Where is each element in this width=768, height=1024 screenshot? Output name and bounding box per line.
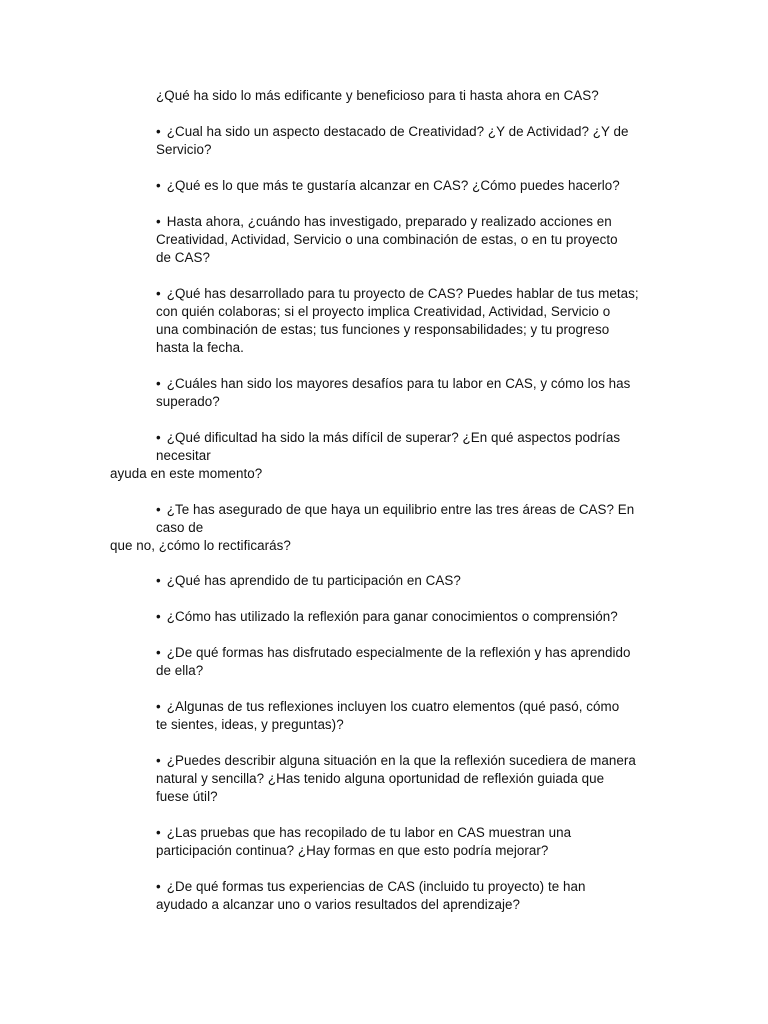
list-item: • ¿Qué dificultad ha sido la más difícil de superar? ¿En qué aspectos podrías — [156, 430, 621, 445]
bullet-icon: • — [156, 178, 161, 193]
list-item-continuation: una combinación de estas; tus funciones y responsabilidades; y tu progreso — [156, 322, 610, 337]
list-item-continuation: Creatividad, Actividad, Servicio o una combinación de estas, o en tu proyecto — [156, 232, 618, 247]
bullet-icon: • — [156, 430, 161, 445]
bullet-icon: • — [156, 879, 161, 894]
list-item-continuation: participación continua? ¿Hay formas en que esto podría mejorar? — [156, 843, 549, 858]
list-item-continuation: fuese útil? — [156, 789, 218, 804]
list-item: • ¿De qué formas has disfrutado especialmente de la reflexión y has aprendido — [156, 645, 631, 660]
bullet-icon: • — [156, 573, 161, 588]
list-item: • ¿Qué has aprendido de tu participación en CAS? — [156, 573, 461, 588]
list-item-continuation: Servicio? — [156, 142, 212, 157]
list-item-continuation: natural y sencilla? ¿Has tenido alguna oportunidad de reflexión guiada que — [156, 771, 605, 786]
list-item-continuation: con quién colaboras; si el proyecto implica Creatividad, Actividad, Servicio o — [156, 304, 611, 319]
list-item: • Hasta ahora, ¿cuándo has investigado, preparado y realizado acciones en — [156, 214, 612, 229]
bullet-icon: • — [156, 502, 161, 517]
list-item: • ¿Las pruebas que has recopilado de tu labor en CAS muestran una — [156, 825, 572, 840]
list-item: • ¿Cómo has utilizado la reflexión para ganar conocimientos o comprensión? — [156, 609, 618, 624]
list-item: • ¿Te has asegurado de que haya un equilibrio entre las tres áreas de CAS? En — [156, 502, 635, 517]
list-item: • ¿Cuáles han sido los mayores desafíos para tu labor en CAS, y cómo los has — [156, 376, 631, 391]
list-item: • ¿Cual ha sido un aspecto destacado de Creatividad? ¿Y de Actividad? ¿Y de — [156, 124, 629, 139]
list-item: • ¿Qué has desarrollado para tu proyecto de CAS? Puedes hablar de tus metas; — [156, 286, 639, 301]
bullet-icon: • — [156, 124, 161, 139]
bullet-icon: • — [156, 376, 161, 391]
list-item-continuation: necesitar — [156, 448, 211, 463]
bullet-icon: • — [156, 609, 161, 624]
bullet-icon: • — [156, 753, 161, 768]
list-item-continuation: de ella? — [156, 663, 204, 678]
list-item-continuation: caso de — [156, 520, 204, 535]
list-item: • ¿Qué es lo que más te gustaría alcanzar en CAS? ¿Cómo puedes hacerlo? — [156, 178, 620, 193]
bullet-icon: • — [156, 286, 161, 301]
intro-question: ¿Qué ha sido lo más edificante y beneficioso para ti hasta ahora en CAS? — [156, 88, 599, 103]
list-item: • ¿Algunas de tus reflexiones incluyen los cuatro elementos (qué pasó, cómo — [156, 699, 620, 714]
bullet-icon: • — [156, 645, 161, 660]
bullet-icon: • — [156, 699, 161, 714]
bullet-icon: • — [156, 825, 161, 840]
list-item: • ¿Puedes describir alguna situación en la que la reflexión sucediera de manera — [156, 753, 636, 768]
list-item-continuation: ayuda en este momento? — [110, 466, 263, 481]
bullet-icon: • — [156, 214, 161, 229]
list-item-continuation: hasta la fecha. — [156, 340, 244, 355]
list-item-continuation: superado? — [156, 394, 220, 409]
list-item-continuation: que no, ¿cómo lo rectificarás? — [110, 538, 291, 553]
list-item-continuation: de CAS? — [156, 250, 210, 265]
list-item-continuation: te sientes, ideas, y preguntas)? — [156, 717, 344, 732]
list-item-continuation: ayudado a alcanzar uno o varios resultados del aprendizaje? — [156, 897, 520, 912]
list-item: • ¿De qué formas tus experiencias de CAS (incluido tu proyecto) te han — [156, 879, 586, 894]
